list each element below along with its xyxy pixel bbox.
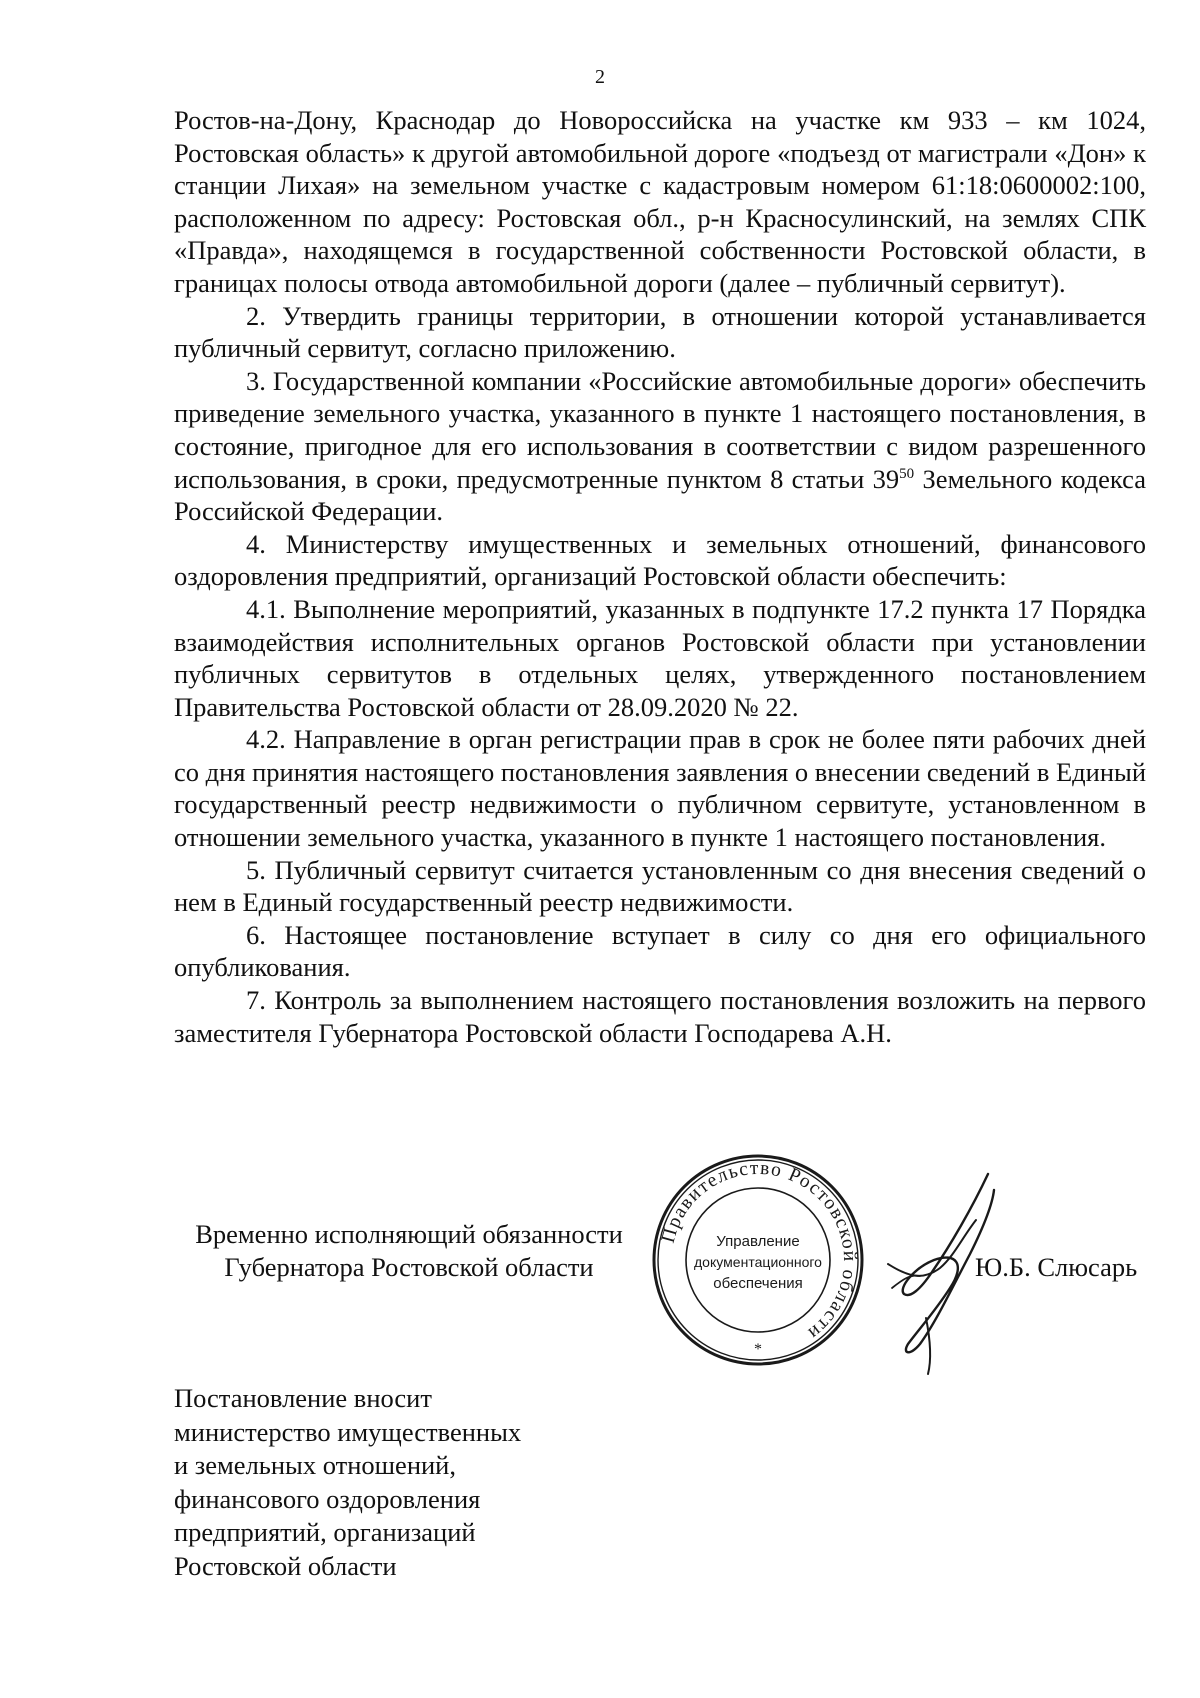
paragraph-item-3-text: 3. Государственной компании «Российские автомобильные дороги» обеспечить приведение земельного участка, указанного в пункте 1 настоящего постановления, в состояние, пригодное для его использования в соответствии с видом разрешенного использования, в сроки, предусмотренные пунктом 8 статьи 39: [174, 365, 1146, 494]
seal-center-line2: документационного: [694, 1254, 823, 1270]
introduced-by-line: предприятий, организаций: [174, 1517, 476, 1547]
article-superscript: 50: [899, 465, 915, 482]
official-seal: [648, 1150, 868, 1370]
introduced-by-line: Ростовской области: [174, 1550, 397, 1581]
introduced-by-line: Постановление вносит: [174, 1383, 432, 1413]
paragraph-item-2: 2. Утвердить границы территории, в отношении которой устанавливается публичный сервитут, согласно приложению.: [174, 300, 1146, 364]
paragraph-item-7: 7. Контроль за выполнением настоящего постановления возложить на первого заместителя Губернатора Ростовской области Господарева А.Н.: [174, 985, 1146, 1048]
introduced-by-line: финансового оздоровления: [174, 1483, 481, 1514]
document-body: [174, 104, 1146, 1049]
page-number: 2: [595, 66, 605, 88]
paragraph-item-6: 6. Настоящее постановление вступает в силу со дня его официального опубликования.: [174, 919, 1146, 983]
signatory-position-line1: Временно исполняющий обязанности: [195, 1219, 623, 1249]
paragraph-item-4: 4. Министерству имущественных и земельных отношений, финансового оздоровления предприятий, организаций Ростовской области обеспечить:: [174, 528, 1146, 592]
seal-center-line1: Управление: [716, 1233, 800, 1250]
paragraph-item-5: 5. Публичный сервитут считается установленным со дня внесения сведений о нем в Единый государственный реестр недвижимости.: [174, 854, 1146, 918]
introduced-by-line: и земельных отношений,: [174, 1450, 456, 1480]
paragraph-item-4-1: 4.1. Выполнение мероприятий, указанных в подпункте 17.2 пункта 17 Порядка взаимодействия исполнительных органов Ростовской области при установлении публичных сервитутов в отдельных целях, утвержденного постановлением Правительства Ростовской области от 28.09.2020 № 22.: [174, 593, 1146, 722]
paragraph-item-3: [174, 365, 1146, 528]
paragraph-item-4-2: 4.2. Направление в орган регистрации прав в срок не более пяти рабочих дней со дня принятия настоящего постановления заявления о внесении сведений в Единый государственный реестр недвижимости о публичном сервитуте, установленном в отношении земельного участка, указанного в пункте 1 настоящего постановления.: [174, 724, 1146, 853]
seal-center-line3: обеспечения: [713, 1275, 803, 1292]
introduced-by-line: министерство имущественных: [174, 1416, 522, 1447]
signatory-position: [174, 1218, 644, 1284]
signatory-name: Ю.Б. Слюсарь: [975, 1252, 1138, 1282]
seal-star: *: [754, 1341, 762, 1358]
introduced-by-note: [174, 1382, 694, 1583]
paragraph-continuation: Ростов-на-Дону, Краснодар до Новороссийска на участке км 933 – км 1024, Ростовская область» к другой автомобильной дороге «подъезд от магистрали «Дон» к станции Лихая» на земельном участке с кадастровым номером 61:18:0600002:100, расположенном по адресу: Ростовская обл., р-н Красносулинский, на землях СПК «Правда», находящемся в государственной собственности Ростовской области, в границах полосы отвода автомобильной дороги (далее – публичный сервитут).: [174, 105, 1146, 298]
signatory-position-line2: Губернатора Ростовской области: [224, 1252, 594, 1282]
paragraph-item-3-tail: Земельного кодекса Российской Федерации.: [174, 463, 1146, 527]
seal-ring-textpath: Правительство Ростовской области: [657, 1157, 861, 1345]
